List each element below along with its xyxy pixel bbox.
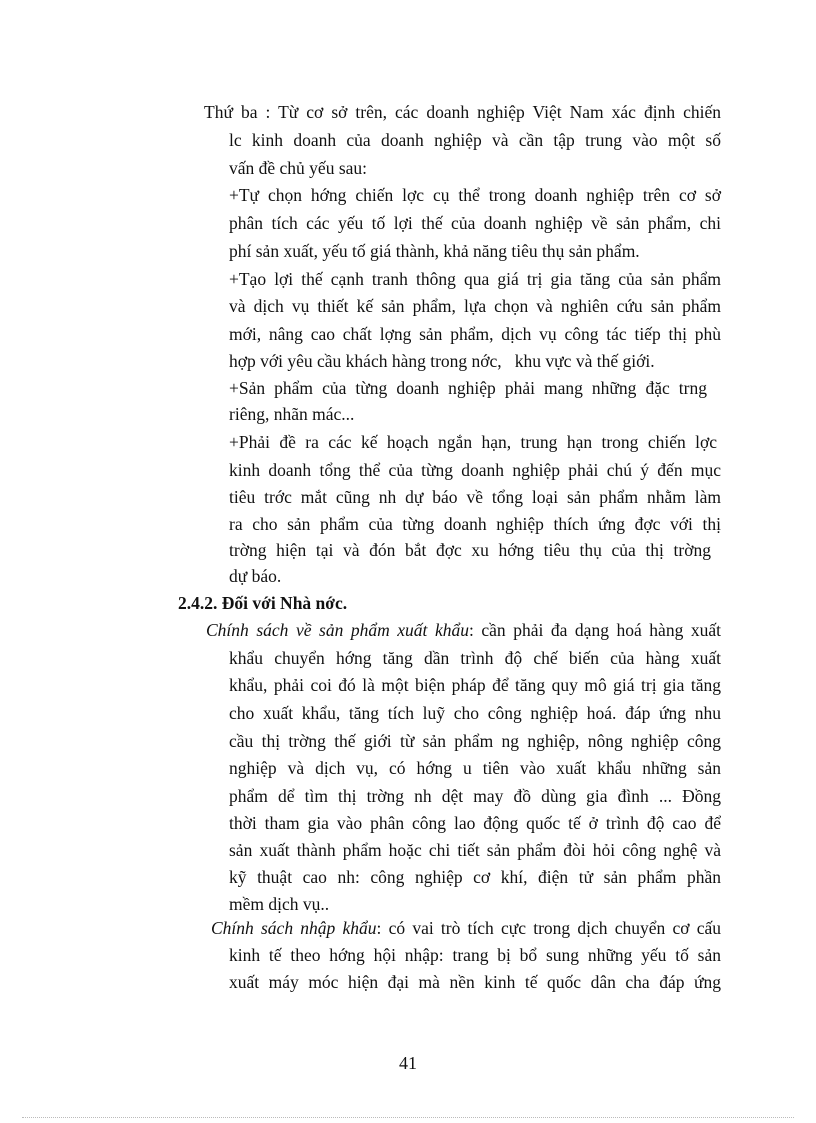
bullet1-line-1: +Tự chọn hớng chiến lợc cụ thể trong doanh nghiệp trên cơ sở xyxy=(229,185,721,205)
export-policy-line-1 xyxy=(206,617,721,643)
export-policy-line-4: cho xuất khẩu, tăng tích luỹ cho công nghiệp hoá. đáp ứng nhu xyxy=(229,703,721,723)
export-policy-line-2: khẩu chuyển hớng tăng dần trình độ chế biến của hàng xuất xyxy=(229,648,721,668)
bullet4-line-1: +Phải đề ra các kế hoạch ngắn hạn, trung hạn trong chiến lợc xyxy=(229,432,717,452)
bullet4-line-2: kinh doanh tổng thể của từng doanh nghiệp phải chú ý đến mục xyxy=(229,460,721,480)
import-policy-line-1-text: : có vai trò tích cực trong dịch chuyển cơ cấu xyxy=(376,918,721,938)
bullet4-line-4: ra cho sản phẩm của từng doanh nghiệp thích ứng đợc với thị xyxy=(229,514,721,534)
bullet2-line-3: mới, nâng cao chất lợng sản phẩm, dịch vụ công tác tiếp thị phù xyxy=(229,324,721,344)
section-heading: 2.4.2. Đối với Nhà nớc. xyxy=(178,593,348,613)
bullet3-line-1: +Sản phẩm của từng doanh nghiệp phải mang những đặc trng xyxy=(229,378,707,398)
bullet4-line-3: tiêu trớc mắt cũng nh dự báo về tổng loại sản phẩm nhằm làm xyxy=(229,487,721,507)
import-policy-line-3: xuất máy móc hiện đại mà nền kinh tế quốc dân cha đáp ứng xyxy=(229,972,721,992)
export-policy-line-11: mềm dịch vụ.. xyxy=(229,894,330,914)
export-policy-line-8: thời tham gia vào phân công lao động quốc tế ở trình độ cao để xyxy=(229,813,721,833)
bullet4-line-5: trờng hiện tại và đón bắt đợc xu hớng tiêu thụ của thị trờng xyxy=(229,540,711,560)
export-policy-line-7: phẩm dể tìm thị trờng nh dệt may đồ dùng gia đình ... Đồng xyxy=(229,786,721,806)
page-bottom-divider xyxy=(22,1117,794,1118)
export-policy-line-1-text: : cần phải đa dạng hoá hàng xuất xyxy=(468,620,721,640)
bullet4-line-6: dự báo. xyxy=(229,566,282,586)
export-policy-line-3: khẩu, phải coi đó là một biện pháp để tăng quy mô giá trị gia tăng xyxy=(229,675,721,695)
page-number: 41 xyxy=(399,1053,417,1073)
export-policy-line-5: cầu thị trờng thế giới từ sản phẩm ng nghiệp, nông nghiệp công xyxy=(229,731,721,751)
para1-line-3: vấn đề chủ yếu sau: xyxy=(229,158,368,178)
import-policy-label: Chính sách nhập khẩu xyxy=(211,918,377,938)
bullet1-line-2: phân tích các yếu tố lợi thế của doanh nghiệp về sản phẩm, chi xyxy=(229,213,721,233)
bullet1-line-3: phí sản xuất, yếu tố giá thành, khả năng tiêu thụ sản phẩm. xyxy=(229,241,640,261)
import-policy-line-2: kinh tế theo hớng hội nhập: trang bị bổ sung những yếu tố sản xyxy=(229,945,721,965)
bullet3-line-2: riêng, nhãn mác... xyxy=(229,404,355,424)
bullet2-line-4: hợp với yêu cầu khách hàng trong nớc, khu vực và thế giới. xyxy=(229,351,655,371)
para1-line-2: lc kinh doanh của doanh nghiệp và cần tập trung vào một số xyxy=(229,130,721,150)
export-policy-line-9: sản xuất thành phẩm hoặc chi tiết sản phẩm đòi hỏi công nghệ và xyxy=(229,840,721,860)
export-policy-line-10: kỹ thuật cao nh: công nghiệp cơ khí, điện tử sản phẩm phần xyxy=(229,867,721,887)
para1-line-1: Thứ ba : Từ cơ sở trên, các doanh nghiệp Việt Nam xác định chiến xyxy=(204,102,721,122)
bullet2-line-2: và dịch vụ thiết kế sản phẩm, lựa chọn và nghiên cứu sản phẩm xyxy=(229,296,721,316)
export-policy-label: Chính sách về sản phẩm xuất khẩu xyxy=(206,620,469,640)
import-policy-line-1 xyxy=(211,915,721,941)
export-policy-line-6: nghiệp và dịch vụ, có hớng u tiên vào xuất khẩu những sản xyxy=(229,758,721,778)
bullet2-line-1: +Tạo lợi thế cạnh tranh thông qua giá trị gia tăng của sản phẩm xyxy=(229,269,721,289)
